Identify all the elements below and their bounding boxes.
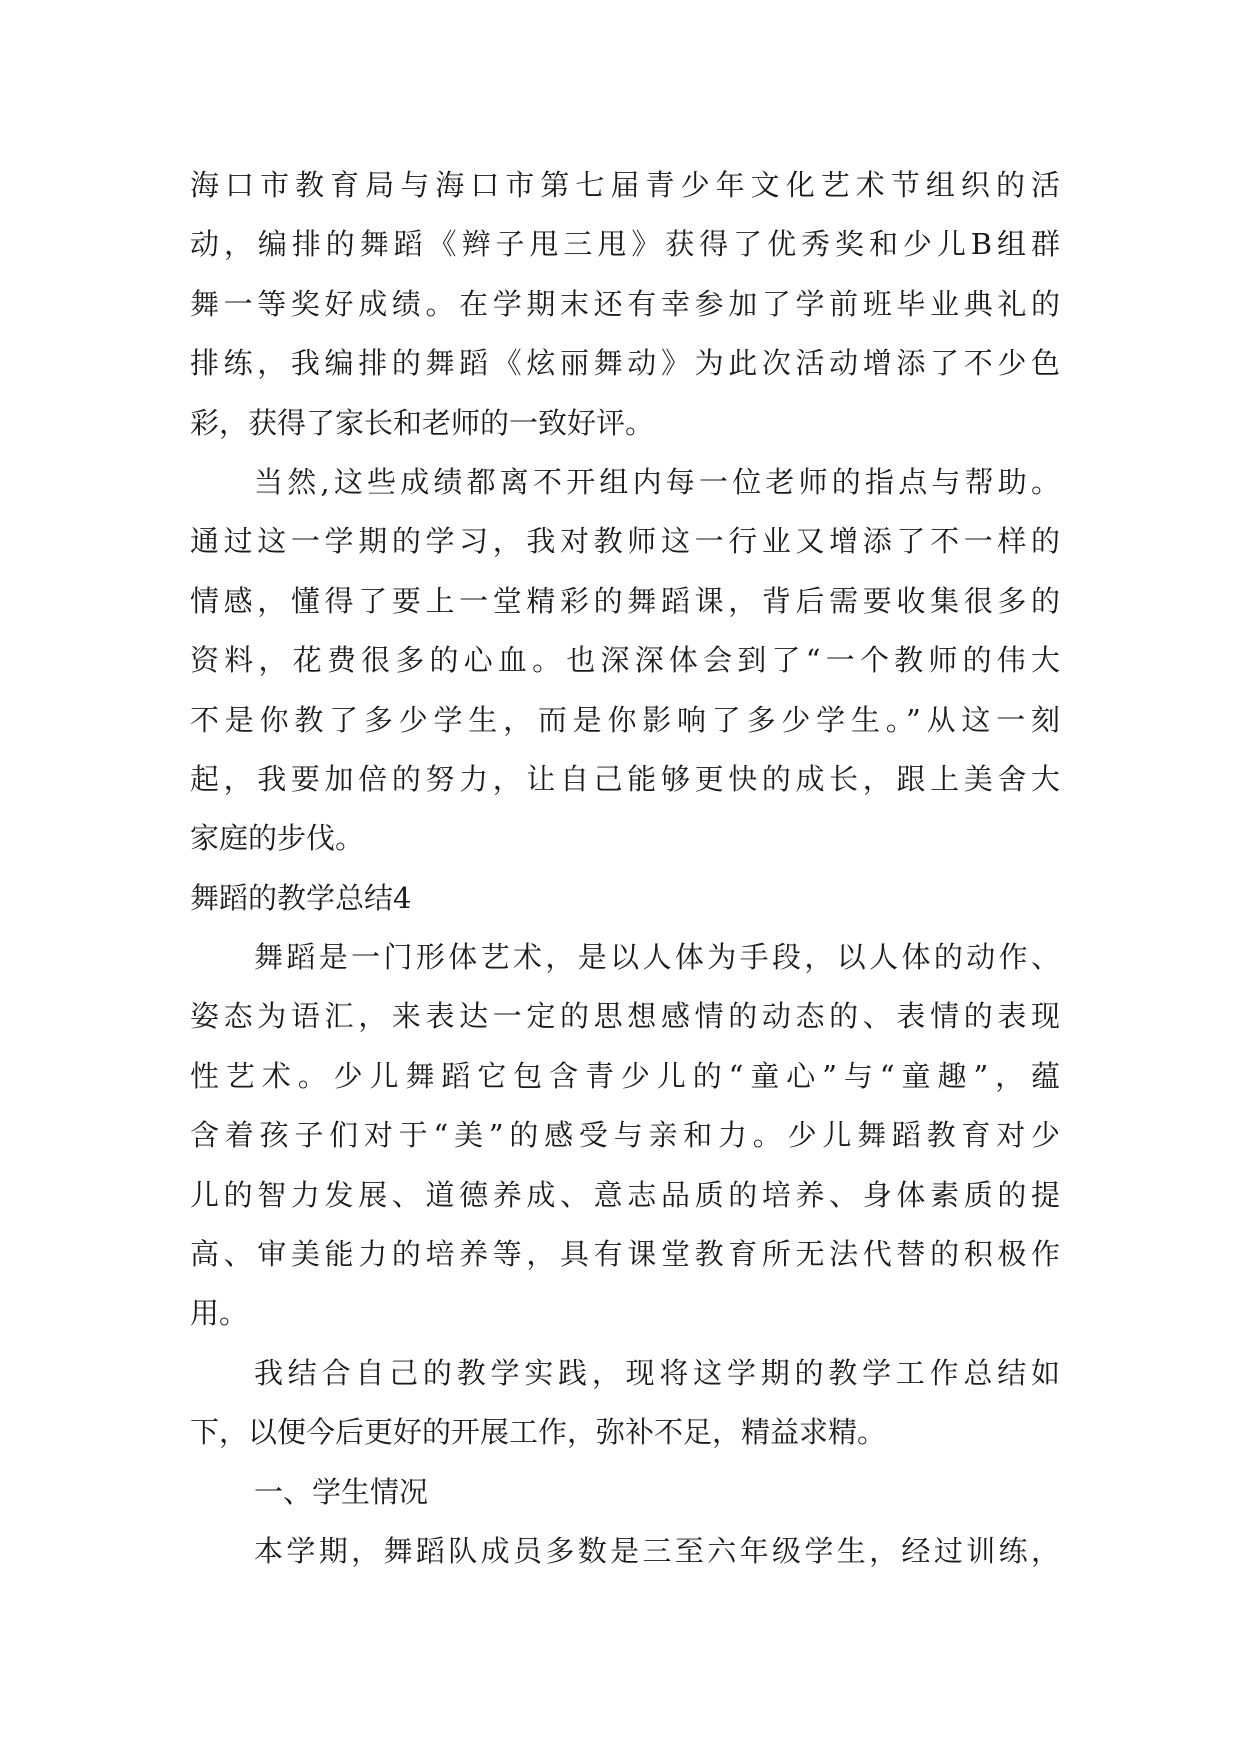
text-line: 一、学生情况 — [254, 1474, 429, 1509]
text-line: 动，编排的舞蹈《辫子甩三甩》获得了优秀奖和少儿B组群 — [190, 227, 1060, 262]
text-line: 本学期，舞蹈队成员多数是三至六年级学生，经过训练， — [254, 1533, 1060, 1568]
text-line: 资料，花费很多的心血。也深深体会到了“一个教师的伟大 — [190, 643, 1060, 678]
text-line: 用。 — [190, 1296, 249, 1331]
text-line: 性艺术。少儿舞蹈它包含青少儿的“童心”与“童趣”，蕴 — [190, 1058, 1060, 1093]
text-line: 我结合自己的教学实践，现将这学期的教学工作总结如 — [254, 1355, 1060, 1390]
text-line: 排练，我编排的舞蹈《炫丽舞动》为此次活动增添了不少色 — [190, 346, 1060, 381]
section-heading: 舞蹈的教学总结4 — [190, 880, 412, 915]
text-line: 姿态为语汇，来表达一定的思想感情的动态的、表情的表现 — [190, 999, 1060, 1034]
text-line: 舞一等奖好成绩。在学期末还有幸参加了学前班毕业典礼的 — [190, 286, 1060, 321]
text-line: 含着孩子们对于“美”的感受与亲和力。少儿舞蹈教育对少 — [190, 1118, 1060, 1153]
text-line: 当然,这些成绩都离不开组内每一位老师的指点与帮助。 — [254, 464, 1060, 499]
text-line: 家庭的步伐。 — [190, 821, 365, 856]
text-line: 起，我要加倍的努力，让自己能够更快的成长，跟上美舍大 — [190, 761, 1060, 796]
document-body — [190, 156, 1060, 1581]
text-line: 儿的智力发展、道德养成、意志品质的培养、身体素质的提 — [190, 1177, 1060, 1212]
text-line: 下，以便今后更好的开展工作，弥补不足，精益求精。 — [190, 1415, 887, 1450]
text-line: 海口市教育局与海口市第七届青少年文化艺术节组织的活 — [190, 168, 1060, 202]
text-line: 彩，获得了家长和老师的一致好评。 — [190, 405, 655, 440]
text-line: 情感，懂得了要上一堂精彩的舞蹈课，背后需要收集很多的 — [190, 583, 1060, 618]
text-line: 舞蹈是一门形体艺术，是以人体为手段，以人体的动作、 — [254, 940, 1060, 975]
text-line: 通过这一学期的学习，我对教师这一行业又增添了不一样的 — [190, 524, 1060, 559]
text-line: 不是你教了多少学生，而是你影响了多少学生。”从这一刻 — [190, 702, 1060, 737]
text-line: 高、审美能力的培养等，具有课堂教育所无法代替的积极作 — [190, 1237, 1060, 1272]
